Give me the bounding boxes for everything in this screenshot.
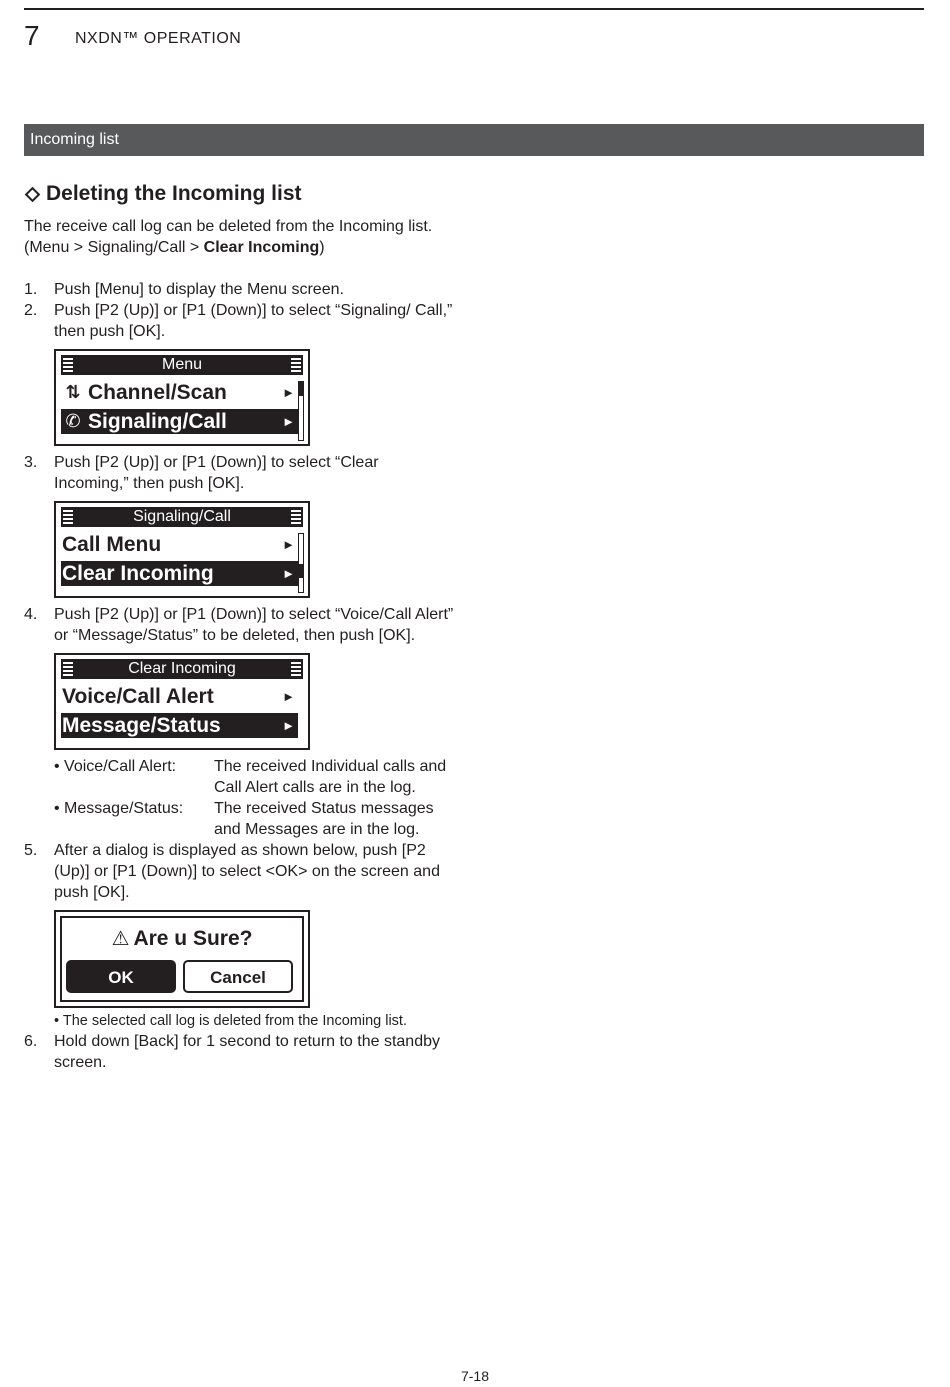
menu-item-message-status[interactable]: Message/Status ► [61,713,298,738]
list-icon [291,358,301,372]
menu-item-voice-call-alert[interactable]: Voice/Call Alert ► [62,685,295,708]
confirm-dialog [54,910,310,1008]
warning-icon: ⚠ [111,928,130,950]
list-icon [63,662,73,676]
section-bar: Incoming list [24,124,924,156]
menu-item-channel-scan[interactable]: ⇅ Channel/Scan ► [61,380,298,405]
bullet-list [54,756,454,840]
phone-icon: ✆ [65,411,81,431]
step-6: 6. Hold down [Back] for 1 second to return to the standby screen. [24,1033,440,1071]
chapter-number: 7 [24,20,40,51]
list-icon [291,510,301,524]
subheading [24,180,454,208]
menu-screen [54,349,310,446]
scrollbar [298,533,304,593]
step-2: 2. Push [P2 (Up)] or [P1 (Down)] to select “Signaling/ Call,” then push [OK]. [24,302,453,340]
step-5: 5. After a dialog is displayed as shown below, push [P2 (Up)] or [P1 (Down)] to select <OK> on the screen and push [OK]. [24,842,440,901]
up-down-arrows-icon: ⇅ [65,382,81,402]
right-arrow-icon: ► [282,566,295,581]
ok-button[interactable]: OK [66,960,176,993]
cancel-button[interactable]: Cancel [183,960,293,993]
page-number: 7-18 [460,1368,490,1384]
menu-item-call-menu[interactable]: Call Menu ► [62,533,295,556]
menu-item-clear-incoming[interactable]: Clear Incoming ► [61,561,298,586]
right-arrow-icon: ► [282,718,295,733]
list-item: • Message/Status: The received Status messages and Messages are in the log. [54,800,434,838]
step-4: 4. Push [P2 (Up)] or [P1 (Down)] to select “Voice/Call Alert” or “Message/Status” to be deleted, then push [OK]. [24,606,454,644]
list-item: • Voice/Call Alert: The received Individual calls and Call Alert calls are in the log. [54,758,447,796]
screen-header: Clear Incoming [61,659,303,679]
menu-path: (Menu > Signaling/Call > Clear Incoming) [24,239,325,256]
signaling-screen [54,501,310,598]
clear-incoming-screen [54,653,310,750]
right-arrow-icon: ► [282,537,295,552]
screen-header: Signaling/Call [61,507,303,527]
chapter-title: NXDN™ OPERATION [75,30,242,47]
step-3: 3. Push [P2 (Up)] or [P1 (Down)] to select “Clear Incoming,” then push [OK]. [24,454,379,492]
dialog-title: ⚠ Are u Sure? [111,927,253,950]
step-1: 1. Push [Menu] to display the Menu screen. [24,281,344,298]
right-arrow-icon: ► [282,414,295,429]
screen-header: Menu [61,355,303,375]
diamond-icon [25,186,41,202]
subheading-text: Deleting the Incoming list [46,182,302,205]
note-text: • The selected call log is deleted from the Incoming list. [54,1013,407,1029]
list-icon [291,662,301,676]
right-arrow-icon: ► [282,689,295,704]
intro-text: The receive call log can be deleted from the Incoming list. [24,218,433,235]
top-rule [24,8,924,10]
scrollbar [298,381,304,441]
content-column [24,180,454,1073]
right-arrow-icon: ► [282,385,295,400]
list-icon [63,358,73,372]
list-icon [63,510,73,524]
menu-item-signaling-call[interactable]: ✆ Signaling/Call ► [61,409,298,434]
